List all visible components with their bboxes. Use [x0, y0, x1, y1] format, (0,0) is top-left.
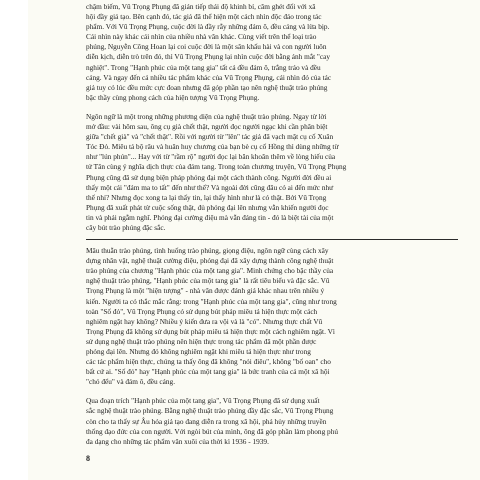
body-text — [86, 2, 458, 447]
page-number: 8 — [86, 454, 90, 463]
section-divider — [86, 239, 458, 240]
paragraph: Qua đoạn trích "Hạnh phúc của một tang gia", Vũ Trọng Phụng đã sử dụng xuất sắc nghệ thuật trào phúng. Bằng nghệ thuật trào phúng đầy đặc sắc, Vũ Trọng Phụng còn cho ta thấy sự Âu hóa giả tạo đang diễn ra trong xã hội, phá hủy những truyền thống đạo đức của con người. Với ngòi bút của mình, ông đã góp phần làm phong phú đa dạng cho những tác phẩm văn xuôi của thời kì 1936 - 1939. — [86, 396, 338, 446]
paragraph: Ngôn ngữ là một trong những phương diện của nghệ thuật trào phúng. Ngay từ lời mở đầu: vài hôm sau, ông cụ già chết thật, người đọc người ngạc khi cần phân biệt giữa "chết già" và "chết thật". Rồi với người từ "lên" tác giả đã vạch mặt cụ cố Xuân Tóc Đỏ. Miêu tả bộ râu và huân huy chương của bạn bè cụ cố Hồng thì dùng những từ như "lún phún"... Hay với từ "rầm rộ" người đọc lại băn khoăn thêm về lòng hiếu của tử Tân cùng ý nghĩa dịch thực của đám tang. Trong toàn chương truyện, Vũ Trọng Phụng Phụng cũng đã sử dụng biện pháp phóng đại một cách thành công. Người đời đều ai thấy một cái "đám ma to tất" đến như thế? Và ngoài đời cũng đâu có ai đến mức như thế nhỉ? Nhưng đọc xong ta lại thấy tin, lại thấy hình như là có thật. Bởi Vũ Trọng Phụng đã xuất phát từ cuộc sống thật, đủ phóng đại lên nhưng vẫn khiến người đọc tin và phải ngẫm nghĩ. Phóng đại cường điệu mà vẫn đáng tin - đó là biệt tài của một cây bút trào phúng đặc sắc. — [86, 111, 347, 232]
paragraph: Mâu thuẫn trào phúng, tình huống trào phúng, giọng điệu, ngôn ngữ cùng cách xây dựng nhân vật, nghệ thuật cường điệu, phóng đại đã xây dựng thành công nghệ thuật trào phúng của chương "Hạnh phúc của một tang gia". Minh chứng cho bậc thầy của nghệ thuật trào phúng, "Hạnh phúc của một tang gia" là rất tiêu biểu và đặc sắc. Vũ Trọng Phụng là một "hiện tượng" - nhà văn được đánh giá khác nhau trên nhiều ý kiến. Người ta có thắc mắc rằng: trong "Hạnh phúc của một tang gia", cũng như trong toàn "Số đỏ", Vũ Trọng Phụng có sử dụng bút pháp miêu tả hiện thực một cách nghiêm ngặt hay không? Nhiều ý kiến đưa ra vội và là "có". Nhưng thực chất Vũ Trọng Phụng đã không sử dụng bút pháp miêu tả hiện thực một cách nghiêm ngặt. Vì sử dụng nghệ thuật trào phúng nên hiện thực trong tác phẩm đã một phần được phóng đại lên. Nhưng đó không nghiêm ngặt khi miêu tả hiện thực như trong các tác phẩm hiện thực, chúng ta thấy ông đã không "nói điêu", không "bố oan" cho bất cứ ai. "Số đỏ" hay "Hạnh phúc của một tang gia" là bức tranh của cả một xã hội "chó đểu" và đám ô, đều cáng. — [86, 246, 337, 387]
paragraph: chậm biếm, Vũ Trọng Phụng đã gián tiếp thái độ khinh bỉ, căm ghét đối với xã hội đầy giả tạo. Bên cạnh đó, tác giả đã thể hiện một cách nhìn độc đáo trong tác phẩm. Với Vũ Trọng Phụng, cuộc đời là đầy rẫy những đám ô, đều cáng và lừa bịp. Cái nhìn này khác cái nhìn của nhiều nhà văn khác. Cùng viết trên thể loại trào phúng, Nguyễn Công Hoan lại coi cuộc đời là một sân khấu hài và con người luôn diễn kịch, diễn trò trên đó, thì Vũ Trọng Phụng lại nhìn cuộc đời bằng ánh mắt "cay nghiệt". Trong "Hạnh phúc của một tang gia" tất cả đều đám ô, trắng tráo và đều cáng. Và ngay đến cả nhiều tác phẩm khác của Vũ Trọng Phụng, cái nhìn đó của tác giả tuy có lúc đều mức cực đoan nhưng đã góp phần tạo nên nghệ thuật trào phúng bậc thầy cùng phong cách của hiện tượng Vũ Trọng Phụng. — [86, 2, 332, 102]
book-page — [28, 0, 480, 480]
